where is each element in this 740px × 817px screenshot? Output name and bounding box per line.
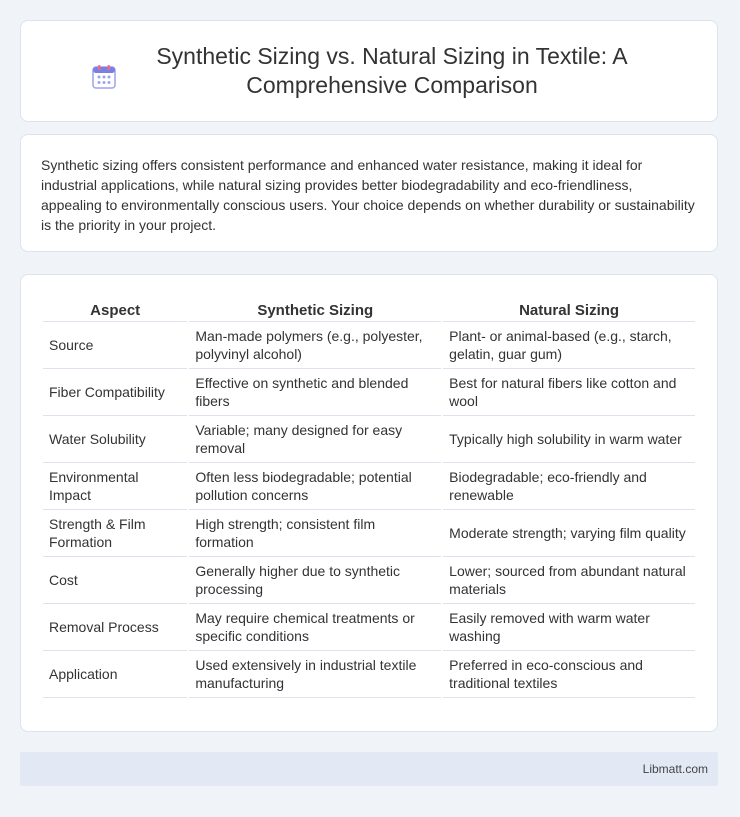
- cell-natural: Best for natural fibers like cotton and wool: [443, 369, 695, 416]
- table-row: [43, 510, 695, 557]
- cell-natural: Moderate strength; varying film quality: [443, 510, 695, 557]
- table-row: [43, 463, 695, 510]
- table-row: [43, 651, 695, 698]
- cell-aspect: Strength & Film Formation: [43, 510, 187, 557]
- cell-synthetic: Effective on synthetic and blended fibers: [189, 369, 441, 416]
- header-synthetic: Synthetic Sizing: [189, 293, 441, 322]
- table-row: [43, 604, 695, 651]
- cell-aspect: Cost: [43, 557, 187, 604]
- cell-synthetic: Used extensively in industrial textile manufacturing: [189, 651, 441, 698]
- cell-synthetic: Variable; many designed for easy removal: [189, 416, 441, 463]
- comparison-table-card: [20, 274, 718, 732]
- cell-aspect: Fiber Compatibility: [43, 369, 187, 416]
- cell-natural: Easily removed with warm water washing: [443, 604, 695, 651]
- cell-aspect: Application: [43, 651, 187, 698]
- cell-aspect: Removal Process: [43, 604, 187, 651]
- footer: [20, 752, 718, 786]
- summary-card: [20, 134, 718, 252]
- summary-text: Synthetic sizing offers consistent performance and enhanced water resistance, making it ideal for industrial applications, while natural sizing provides better biodegradability and eco-friendliness, appealing to environmentally conscious users. Your choice depends on whether durability or sustainability is the priority in your project.: [41, 157, 695, 233]
- table-row: [43, 369, 695, 416]
- calendar-icon: [91, 64, 117, 90]
- footer-brand[interactable]: Libmatt.com: [642, 762, 708, 776]
- cell-natural: Plant- or animal-based (e.g., starch, gelatin, guar gum): [443, 322, 695, 369]
- comparison-table: [41, 293, 697, 698]
- table-row: [43, 416, 695, 463]
- title-wrap: [91, 42, 647, 100]
- cell-natural: Lower; sourced from abundant natural materials: [443, 557, 695, 604]
- cell-natural: Typically high solubility in warm water: [443, 416, 695, 463]
- page-title: Synthetic Sizing vs. Natural Sizing in Textile: A Comprehensive Comparison: [156, 43, 628, 98]
- header-aspect: Aspect: [43, 293, 187, 322]
- cell-synthetic: Man-made polymers (e.g., polyester, polyvinyl alcohol): [189, 322, 441, 369]
- cell-natural: Biodegradable; eco-friendly and renewable: [443, 463, 695, 510]
- cell-natural: Preferred in eco-conscious and traditional textiles: [443, 651, 695, 698]
- cell-synthetic: May require chemical treatments or specific conditions: [189, 604, 441, 651]
- table-row: [43, 557, 695, 604]
- cell-aspect: Water Solubility: [43, 416, 187, 463]
- header-natural: Natural Sizing: [443, 293, 695, 322]
- cell-synthetic: Often less biodegradable; potential pollution concerns: [189, 463, 441, 510]
- cell-aspect: Source: [43, 322, 187, 369]
- cell-synthetic: Generally higher due to synthetic processing: [189, 557, 441, 604]
- title-card: [20, 20, 718, 122]
- cell-aspect: Environmental Impact: [43, 463, 187, 510]
- cell-synthetic: High strength; consistent film formation: [189, 510, 441, 557]
- table-header-row: [43, 293, 695, 322]
- table-row: [43, 322, 695, 369]
